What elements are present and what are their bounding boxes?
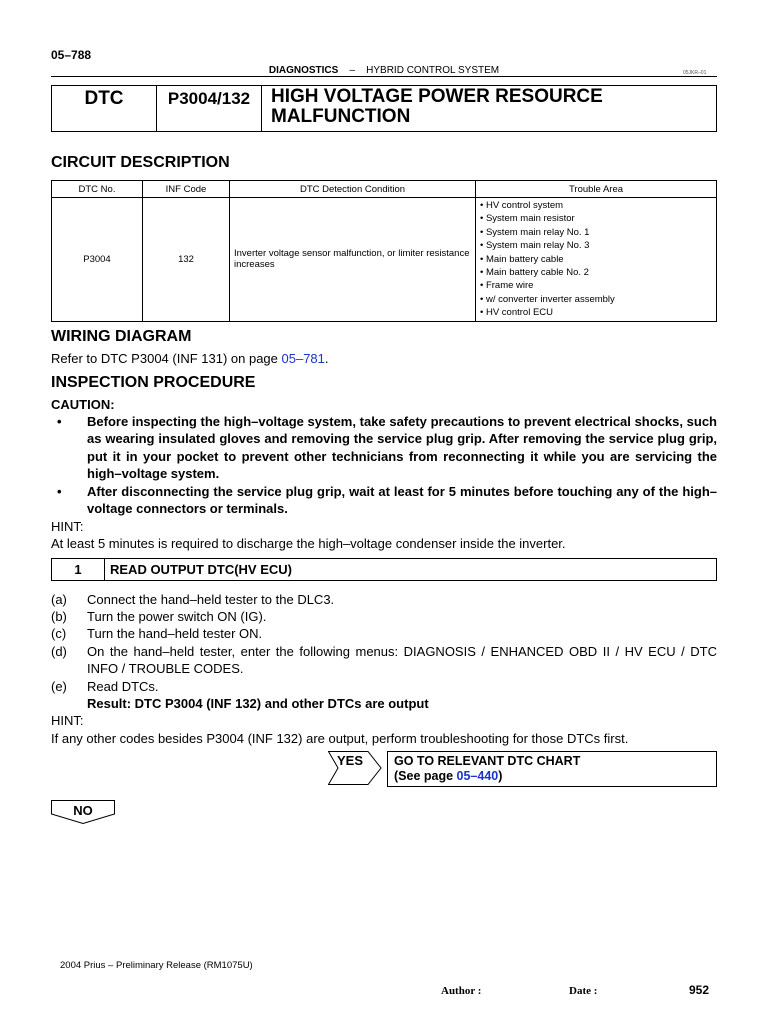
step-text: Turn the hand–held tester ON.	[87, 626, 263, 641]
cell-trouble-area	[476, 198, 717, 322]
step-header	[51, 558, 717, 581]
go-line2-text: (See page	[394, 769, 457, 783]
go-to-box	[387, 751, 717, 787]
dtc-code: P3004/132	[157, 86, 262, 131]
bullet-dot: •	[57, 484, 62, 499]
trouble-area-item: • Main battery cable	[480, 253, 564, 265]
caution-text: After disconnecting the service plug grip, wait at least for 5 minutes before touching any of the high–voltage connectors or terminals.	[87, 484, 717, 517]
wiring-reference	[51, 350, 329, 367]
wiring-diagram-heading: WIRING DIAGRAM	[51, 328, 192, 345]
step-letter: (d)	[51, 644, 67, 659]
step-number: 1	[52, 559, 105, 580]
footer-author-label: Author :	[441, 985, 482, 997]
step-text: Connect the hand–held tester to the DLC3.	[87, 592, 335, 607]
trouble-area-item: • System main resistor	[480, 213, 575, 225]
bullet-dot: •	[57, 414, 62, 429]
dtc-label: DTC	[52, 86, 157, 131]
caution-label: CAUTION:	[51, 397, 115, 412]
step-text: On the hand–held tester, enter the following menus: DIAGNOSIS / ENHANCED OBD II / HV ECU / DTC INFO / TROUBLE CODES.	[87, 644, 717, 677]
col-inf-code: INF Code	[143, 181, 230, 198]
running-header	[0, 65, 768, 76]
step-letter: (e)	[51, 679, 67, 694]
no-tag	[51, 800, 115, 824]
title-box	[51, 85, 717, 132]
dtc-title-line2: MALFUNCTION	[271, 106, 411, 127]
step-result: Result: DTC P3004 (INF 132) and other DTCs are output	[87, 696, 429, 711]
trouble-area-item: • Frame wire	[480, 280, 534, 292]
footer-date-label: Date :	[569, 985, 598, 997]
header-system: HYBRID CONTROL SYSTEM	[366, 65, 500, 76]
wiring-text: Refer to DTC P3004 (INF 131) on page	[51, 351, 282, 366]
table-header-row	[52, 181, 717, 198]
cell-detection-condition: Inverter voltage sensor malfunction, or limiter resistance increases	[230, 198, 476, 322]
cell-inf-code: 132	[143, 198, 230, 322]
trouble-area-item: • System main relay No. 1	[480, 226, 590, 238]
inspection-procedure-heading: INSPECTION PROCEDURE	[51, 374, 256, 391]
step-title: READ OUTPUT DTC(HV ECU)	[110, 562, 292, 577]
circuit-description-heading: CIRCUIT DESCRIPTION	[51, 154, 230, 171]
caution-text: Before inspecting the high–voltage system, take safety precautions to prevent electrical shocks, such as wearing insulated gloves and removing the service plug grip. After removing the service plug grip, put it in your pocket to prevent other technicians from reconnecting it while you are servicing the high–voltage system.	[87, 414, 717, 482]
trouble-area-item: • HV control ECU	[480, 307, 554, 319]
go-line2-end: )	[498, 769, 503, 783]
footer-release: 2004 Prius – Preliminary Release (RM1075U)	[60, 960, 253, 971]
footer-page-number: 952	[689, 983, 710, 997]
dtc-table	[51, 180, 717, 322]
go-line2	[394, 769, 502, 783]
cell-dtc-no: P3004	[52, 198, 143, 322]
col-trouble-area: Trouble Area	[476, 181, 717, 198]
hint-label: HINT:	[51, 519, 84, 534]
step-letter: (c)	[51, 626, 67, 641]
dtc-title-line1: HIGH VOLTAGE POWER RESOURCE	[271, 86, 603, 107]
header-separator: –	[349, 65, 356, 76]
dtc-title	[271, 87, 711, 127]
trouble-area-item: • HV control system	[480, 200, 564, 211]
yes-tag	[328, 751, 382, 785]
page-code: 05–788	[51, 48, 92, 62]
table-row	[52, 198, 717, 322]
trouble-area-item: • w/ converter inverter assembly	[480, 293, 615, 305]
go-page-link[interactable]: 05–440	[456, 769, 499, 783]
yes-label: YES	[337, 753, 364, 768]
col-detection-condition: DTC Detection Condition	[230, 181, 476, 198]
step-hint-label: HINT:	[51, 713, 84, 728]
header-section: DIAGNOSTICS	[268, 65, 339, 76]
trouble-area-item: • System main relay No. 3	[480, 240, 590, 252]
caution-bullet	[51, 483, 717, 518]
wiring-page-link[interactable]: 05–781	[281, 351, 325, 366]
header-small-code: 05JKR–01	[683, 70, 707, 76]
list-item	[51, 643, 717, 678]
no-label: NO	[73, 803, 93, 818]
wiring-text-end: .	[324, 351, 329, 366]
caution-bullet	[51, 413, 717, 483]
step-hint-text: If any other codes besides P3004 (INF 132) are output, perform troubleshooting for those DTCs first.	[51, 731, 629, 746]
trouble-area-item: • Main battery cable No. 2	[480, 267, 589, 279]
go-line1: GO TO RELEVANT DTC CHART	[394, 754, 581, 768]
header-rule	[51, 76, 717, 77]
hint-text: At least 5 minutes is required to discharge the high–voltage condenser inside the inverter.	[51, 536, 566, 551]
col-dtc-no: DTC No.	[52, 181, 143, 198]
step-text: Turn the power switch ON (IG).	[87, 609, 267, 624]
step-letter: (a)	[51, 592, 67, 607]
step-text: Read DTCs.	[87, 679, 159, 694]
step-letter: (b)	[51, 609, 67, 624]
